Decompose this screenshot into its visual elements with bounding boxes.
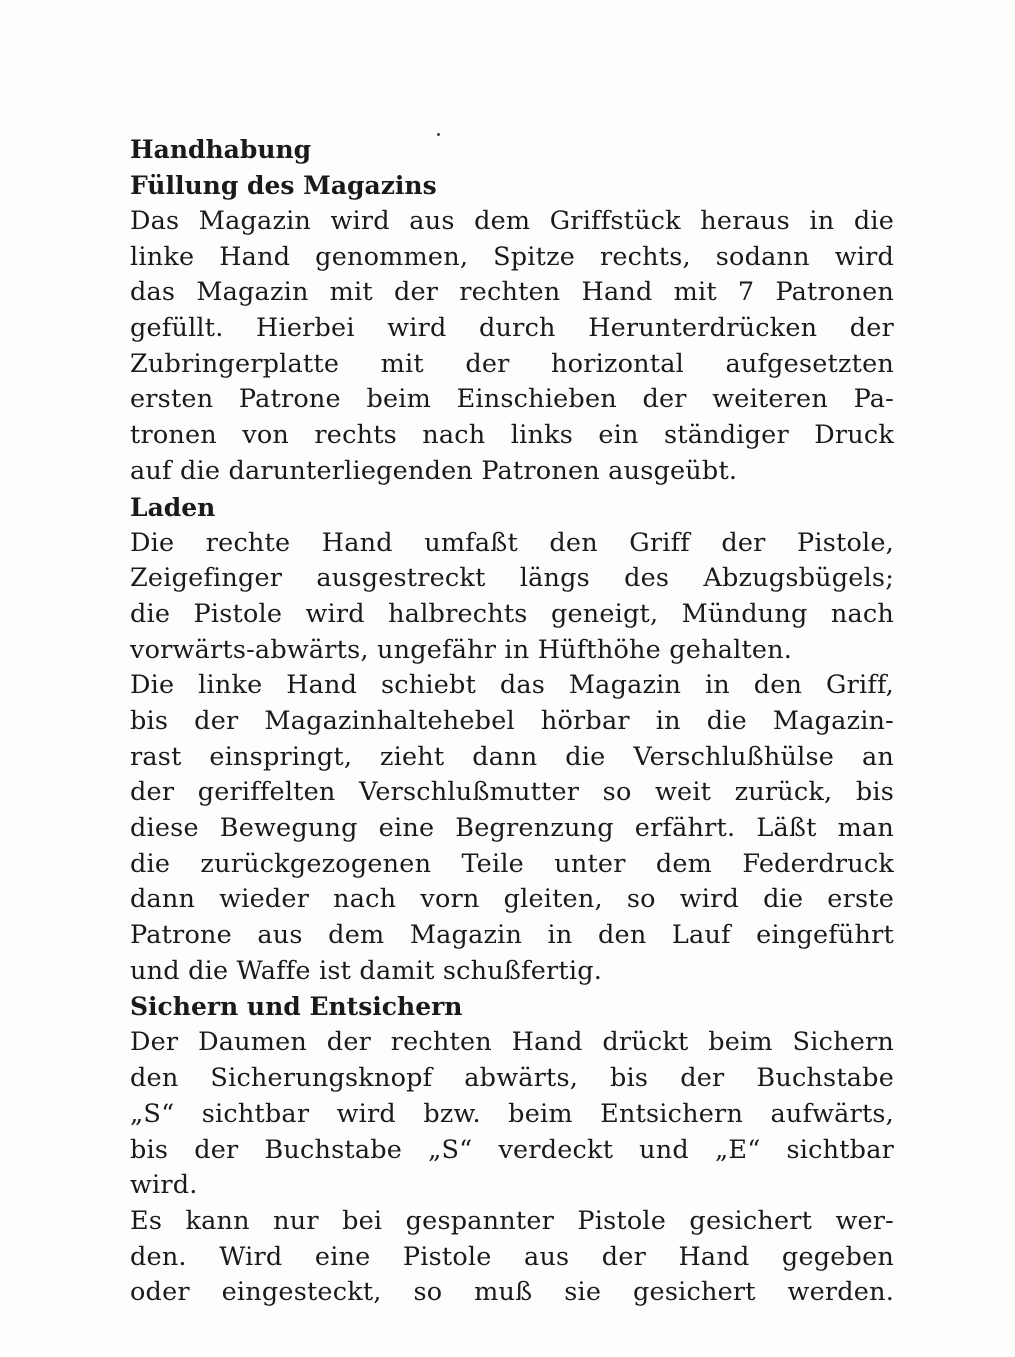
text-line: „S“ sichtbar wird bzw. beim Entsichern aufwärts, [130, 1098, 894, 1129]
text-line: wird. [130, 1170, 198, 1201]
text-line: vorwärts-abwärts, ungefähr in Hüfthöhe gehalten. [130, 634, 793, 665]
text-line: auf die darunterliegenden Patronen ausgeübt. [130, 455, 738, 486]
text-line: Es kann nur bei gespannter Pistole gesichert wer- [130, 1205, 894, 1236]
text-line: Zeigefinger ausgestreckt längs des Abzugsbügels; [130, 563, 894, 594]
text-line: Zubringerplatte mit der horizontal aufgesetzten [130, 348, 894, 379]
paragraph-sichern-2 [130, 1204, 894, 1311]
text-line: gefüllt. Hierbei wird durch Herunterdrücken der [130, 313, 894, 344]
text-line: Patrone aus dem Magazin in den Lauf eingeführt [130, 920, 894, 951]
text-line: tronen von rechts nach links ein ständiger Druck [130, 420, 894, 451]
text-line: bis der Buchstabe „S“ verdeckt und „E“ sichtbar [130, 1134, 894, 1165]
section-title-fuellung: Füllung des Magazins [130, 171, 437, 200]
section-title-handhabung: Handhabung [130, 135, 312, 164]
text-line: rast einspringt, zieht dann die Verschlußhülse an [130, 741, 894, 772]
section-title-laden: Laden [130, 492, 216, 522]
text-line: Das Magazin wird aus dem Griffstück heraus in die [130, 206, 894, 236]
text-line: ersten Patrone beim Einschieben der weiteren Pa- [130, 384, 894, 415]
paragraph-laden-1 [130, 526, 894, 669]
text-line: den. Wird eine Pistole aus der Hand gegeben [130, 1241, 894, 1272]
text-line: dann wieder nach vorn gleiten, so wird die erste [130, 884, 894, 915]
text-line: linke Hand genommen, Spitze rechts, sodann wird [130, 241, 894, 272]
text-line: diese Bewegung eine Begrenzung erfährt. Läßt man [130, 813, 894, 843]
text-line: bis der Magazinhaltehebel hörbar in die Magazin- [130, 705, 894, 736]
text-line: Die rechte Hand umfaßt den Griff der Pistole, [130, 527, 894, 558]
paragraph-laden-2 [130, 668, 894, 989]
text-line: die Pistole wird halbrechts geneigt, Mündung nach [130, 598, 894, 629]
text-line: Die linke Hand schiebt das Magazin in den Griff, [130, 670, 894, 701]
text-line: oder eingesteckt, so muß sie gesichert werden. [130, 1277, 894, 1308]
text-line: Der Daumen der rechten Hand drückt beim Sichern [130, 1027, 894, 1058]
text-line: das Magazin mit der rechten Hand mit 7 Patronen [130, 277, 894, 308]
text-line: die zurückgezogenen Teile unter dem Federdruck [130, 848, 894, 879]
paragraph-sichern-1 [130, 1025, 894, 1203]
paragraph-fuellung [130, 204, 894, 490]
page-content [130, 132, 894, 1311]
text-line: der geriffelten Verschlußmutter so weit zurück, bis [130, 777, 894, 808]
section-title-sichern: Sichern und Entsichern [130, 992, 463, 1022]
text-line: den Sicherungsknopf abwärts, bis der Buchstabe [130, 1063, 894, 1094]
text-line: und die Waffe ist damit schußfertig. [130, 955, 603, 986]
